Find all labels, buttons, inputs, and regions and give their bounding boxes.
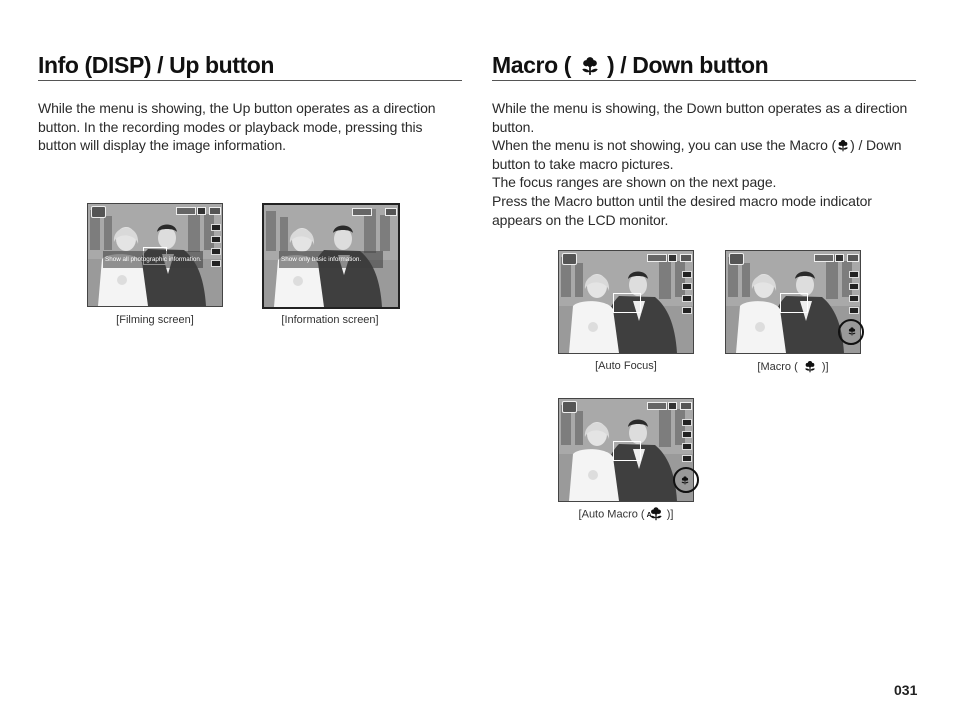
caption-macro-prefix: [Macro ( (757, 361, 798, 373)
side-indicator-icon (211, 224, 221, 231)
shot-counter-icon (176, 207, 196, 215)
left-title-rule (38, 80, 462, 81)
side-indicator-icon (682, 283, 692, 290)
shot-counter-icon (814, 254, 834, 262)
focus-frame (613, 293, 641, 313)
macro-highlight-ring (838, 319, 864, 345)
caption-auto-macro (558, 508, 694, 521)
right-title-suffix: ) / Down button (607, 52, 769, 78)
memory-card-icon (668, 402, 677, 410)
right-line-4: Press the Macro button until the desired macro mode indicator appears on the LCD monitor. (492, 192, 872, 228)
lcd-status-bar (88, 204, 222, 217)
mode-icon (562, 253, 577, 265)
lcd-status-bar (559, 399, 693, 412)
battery-icon (209, 207, 221, 215)
focus-frame (613, 441, 641, 461)
caption-auto-focus: [Auto Focus] (595, 360, 657, 372)
side-indicator-icon (211, 260, 221, 267)
battery-icon (385, 208, 397, 216)
caption-macro (725, 361, 861, 373)
caption-auto-macro-prefix: [Auto Macro ( (578, 508, 645, 521)
mode-icon (562, 401, 577, 413)
page-number: 031 (894, 682, 918, 698)
caption-macro-suffix: )] (821, 361, 829, 373)
info-message: Show all photographic information. (103, 251, 203, 268)
auto-macro-highlight-ring (673, 467, 699, 493)
caption-information-screen: [Information screen] (281, 314, 379, 326)
shot-counter-icon (352, 208, 372, 216)
lcd-status-bar (726, 251, 860, 264)
memory-card-icon (197, 207, 206, 215)
information-screen-image (262, 203, 400, 309)
lcd-status-bar (264, 205, 398, 218)
right-line-3: The focus ranges are shown on the next page. (492, 174, 777, 191)
right-title-rule (492, 80, 916, 81)
side-indicator-icon (849, 307, 859, 314)
auto-focus-screen-image (558, 250, 694, 354)
side-indicator-icon (682, 443, 692, 450)
memory-card-icon (835, 254, 844, 262)
shot-counter-icon (647, 254, 667, 262)
macro-flower-icon (579, 54, 601, 76)
filming-screen-image (87, 203, 223, 307)
mode-icon (91, 206, 106, 218)
macro-flower-icon (803, 359, 817, 373)
left-section-title: Info (DISP) / Up button (38, 52, 275, 78)
side-indicator-icon (211, 248, 221, 255)
side-indicator-icon (849, 295, 859, 302)
side-indicator-icon (849, 271, 859, 278)
right-line-2 (492, 136, 916, 173)
side-indicator-icon (682, 419, 692, 426)
auto-macro-flower-icon: A (648, 505, 664, 521)
right-title-prefix: Macro ( (492, 52, 571, 78)
right-line-2-text: When the menu is not showing, you can use the Macro ( (492, 137, 837, 154)
battery-icon (680, 402, 692, 410)
memory-card-icon (668, 254, 677, 262)
shot-counter-icon (647, 402, 667, 410)
mode-icon (729, 253, 744, 265)
right-line-2-tail: ) / Down button to take macro pictures. (492, 137, 902, 172)
auto-macro-screen-image (558, 398, 694, 502)
battery-icon (847, 254, 859, 262)
focus-frame (780, 293, 808, 313)
info-message: Show only basic information. (279, 251, 383, 268)
side-indicator-icon (211, 236, 221, 243)
right-paragraph (492, 99, 916, 229)
left-paragraph-text: While the menu is showing, the Up button operates as a direction button. In the recording modes or playback mode, pressing this button will display the image information. (38, 100, 436, 154)
side-indicator-icon (682, 455, 692, 462)
side-indicator-icon (682, 307, 692, 314)
caption-filming-screen: [Filming screen] (116, 314, 194, 326)
caption-auto-macro-suffix: )] (666, 508, 674, 521)
side-indicator-icon (849, 283, 859, 290)
battery-icon (680, 254, 692, 262)
side-indicator-icon (682, 431, 692, 438)
left-paragraph (38, 99, 453, 155)
side-indicator-icon (682, 295, 692, 302)
right-line-1: While the menu is showing, the Down button operates as a direction button. (492, 100, 908, 135)
right-section-title (492, 52, 768, 79)
macro-flower-icon (836, 138, 850, 152)
lcd-status-bar (559, 251, 693, 264)
side-indicator-icon (682, 271, 692, 278)
